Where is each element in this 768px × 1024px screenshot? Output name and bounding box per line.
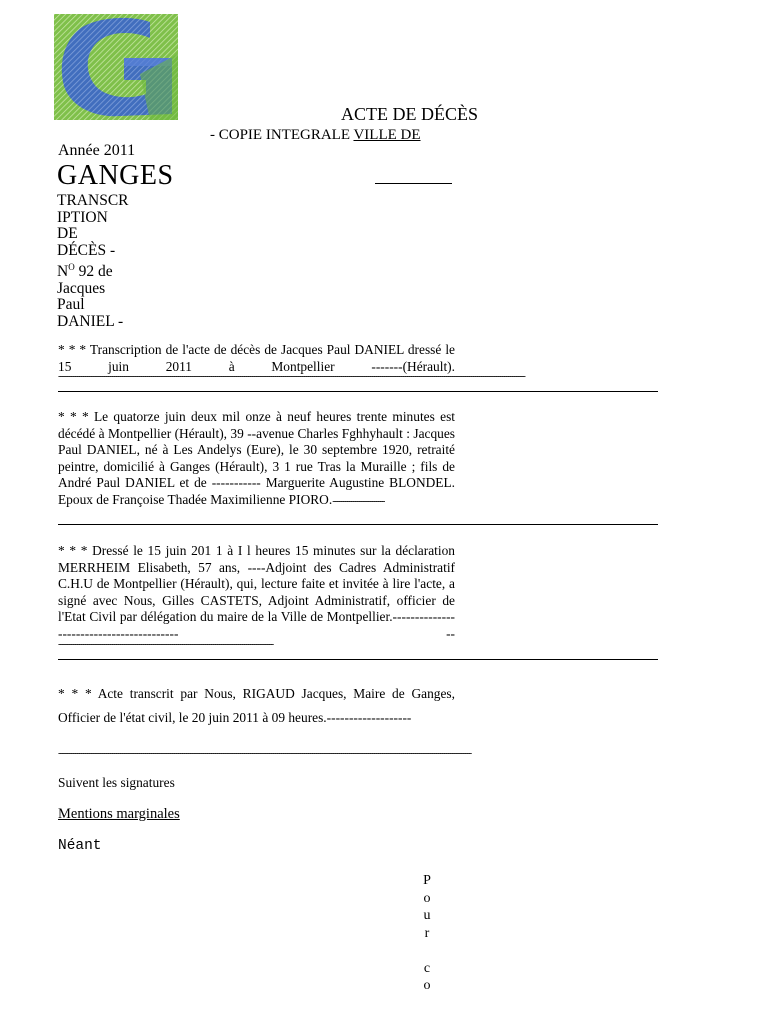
marginal-mentions-heading: Mentions marginales — [58, 806, 180, 822]
dash-separator: -------------------------------------------------------------------------------------------------------------------------------------------------------------------------------------------------------- — [58, 749, 471, 757]
title-line: DÉCÈS - — [57, 241, 116, 259]
paragraph-death-details — [58, 409, 455, 509]
number-value: 92 de — [74, 263, 113, 281]
title-line: DE — [57, 225, 78, 242]
title-line: TRANSCR — [57, 192, 129, 209]
vertical-text — [420, 872, 434, 995]
paragraph-transcribed-by: * * * Acte transcrit par Nous, RIGAUD Jacques, Maire de Ganges, Officier de l'état civil, le 20 juin 2011 à 09 heures.------------------- — [58, 686, 455, 725]
dash-tail: ------------------------- — [332, 494, 384, 507]
ganges-logo — [54, 14, 178, 120]
number-superscript: O — [68, 262, 75, 272]
horizontal-rule — [58, 659, 658, 660]
marginal-mentions-value: Néant — [58, 838, 102, 854]
title-line: DANIEL - — [57, 312, 124, 330]
transcription-title — [57, 193, 147, 330]
title-line — [57, 259, 147, 281]
document-subtitle — [210, 127, 421, 144]
vertical-letter: u — [423, 908, 431, 923]
number-prefix: N — [57, 263, 69, 281]
document-title: ACTE DE DÉCÈS — [341, 104, 478, 124]
subtitle-prefix: - COPIE INTEGRALE — [210, 127, 354, 143]
vertical-gap — [420, 942, 434, 960]
subtitle-underlined: VILLE DE — [353, 127, 421, 143]
paragraph-transcription: * * * Transcription de l'acte de décès de Jacques Paul DANIEL dressé le 15 juin 2011 à Montpellier -------(Hérault). — [58, 342, 455, 374]
town-name: GANGES — [57, 160, 174, 191]
signatures-note: Suivent les signatures — [58, 775, 175, 790]
vertical-letter: r — [424, 925, 430, 941]
title-line: Paul — [57, 296, 85, 314]
horizontal-rule — [58, 524, 658, 525]
year-label: Année 2011 — [58, 142, 136, 159]
dash-separator: ---------------------------------------------------------------------------------------------------------------------------------------------------------------------------------------------------------------------------------- — [58, 372, 525, 380]
short-rule — [375, 183, 452, 184]
dash-separator: -------------------------------------------------------------------------------------------------------- — [58, 640, 273, 648]
title-line: Jacques — [57, 279, 106, 297]
death-details-text: * * * Le quatorze juin deux mil onze à neuf heures trente minutes est décédé à Montpellier (Hérault), 39 --avenue Charles Fghhyhault : Jacques Paul DANIEL, né à Les Andelys (Eure), le 30 septembre 1920, retraité peintre, domicilié à Ganges (Hérault), 3 1 rue Tras la Muraille ; fils de André Paul DANIEL et de ----------- Marguerite Augustine BLONDEL. Epoux de Françoise Thadée Maximilienne PIORO. — [58, 409, 455, 507]
vertical-letter: o — [423, 890, 431, 906]
paragraph-declaration: * * * Dressé le 15 juin 201 1 à I l heures 15 minutes sur la déclaration MERRHEIM Elisabeth, 57 ans, ----Adjoint des Cadres Administratif C.H.U de Montpellier (Hérault), qui, lecture faite et invitée à lire l'acte, a signé avec Nous, Gilles CASTETS, Adjoint Administratif, officier de l'Etat Civil par délégation du maire de la Ville de Montpellier.----------------------------------------- -- — [58, 543, 455, 641]
vertical-letter: o — [423, 978, 431, 993]
vertical-letter: P — [423, 873, 431, 888]
vertical-letter: c — [423, 960, 431, 976]
horizontal-rule — [58, 391, 658, 392]
title-line: IPTION — [57, 208, 108, 226]
